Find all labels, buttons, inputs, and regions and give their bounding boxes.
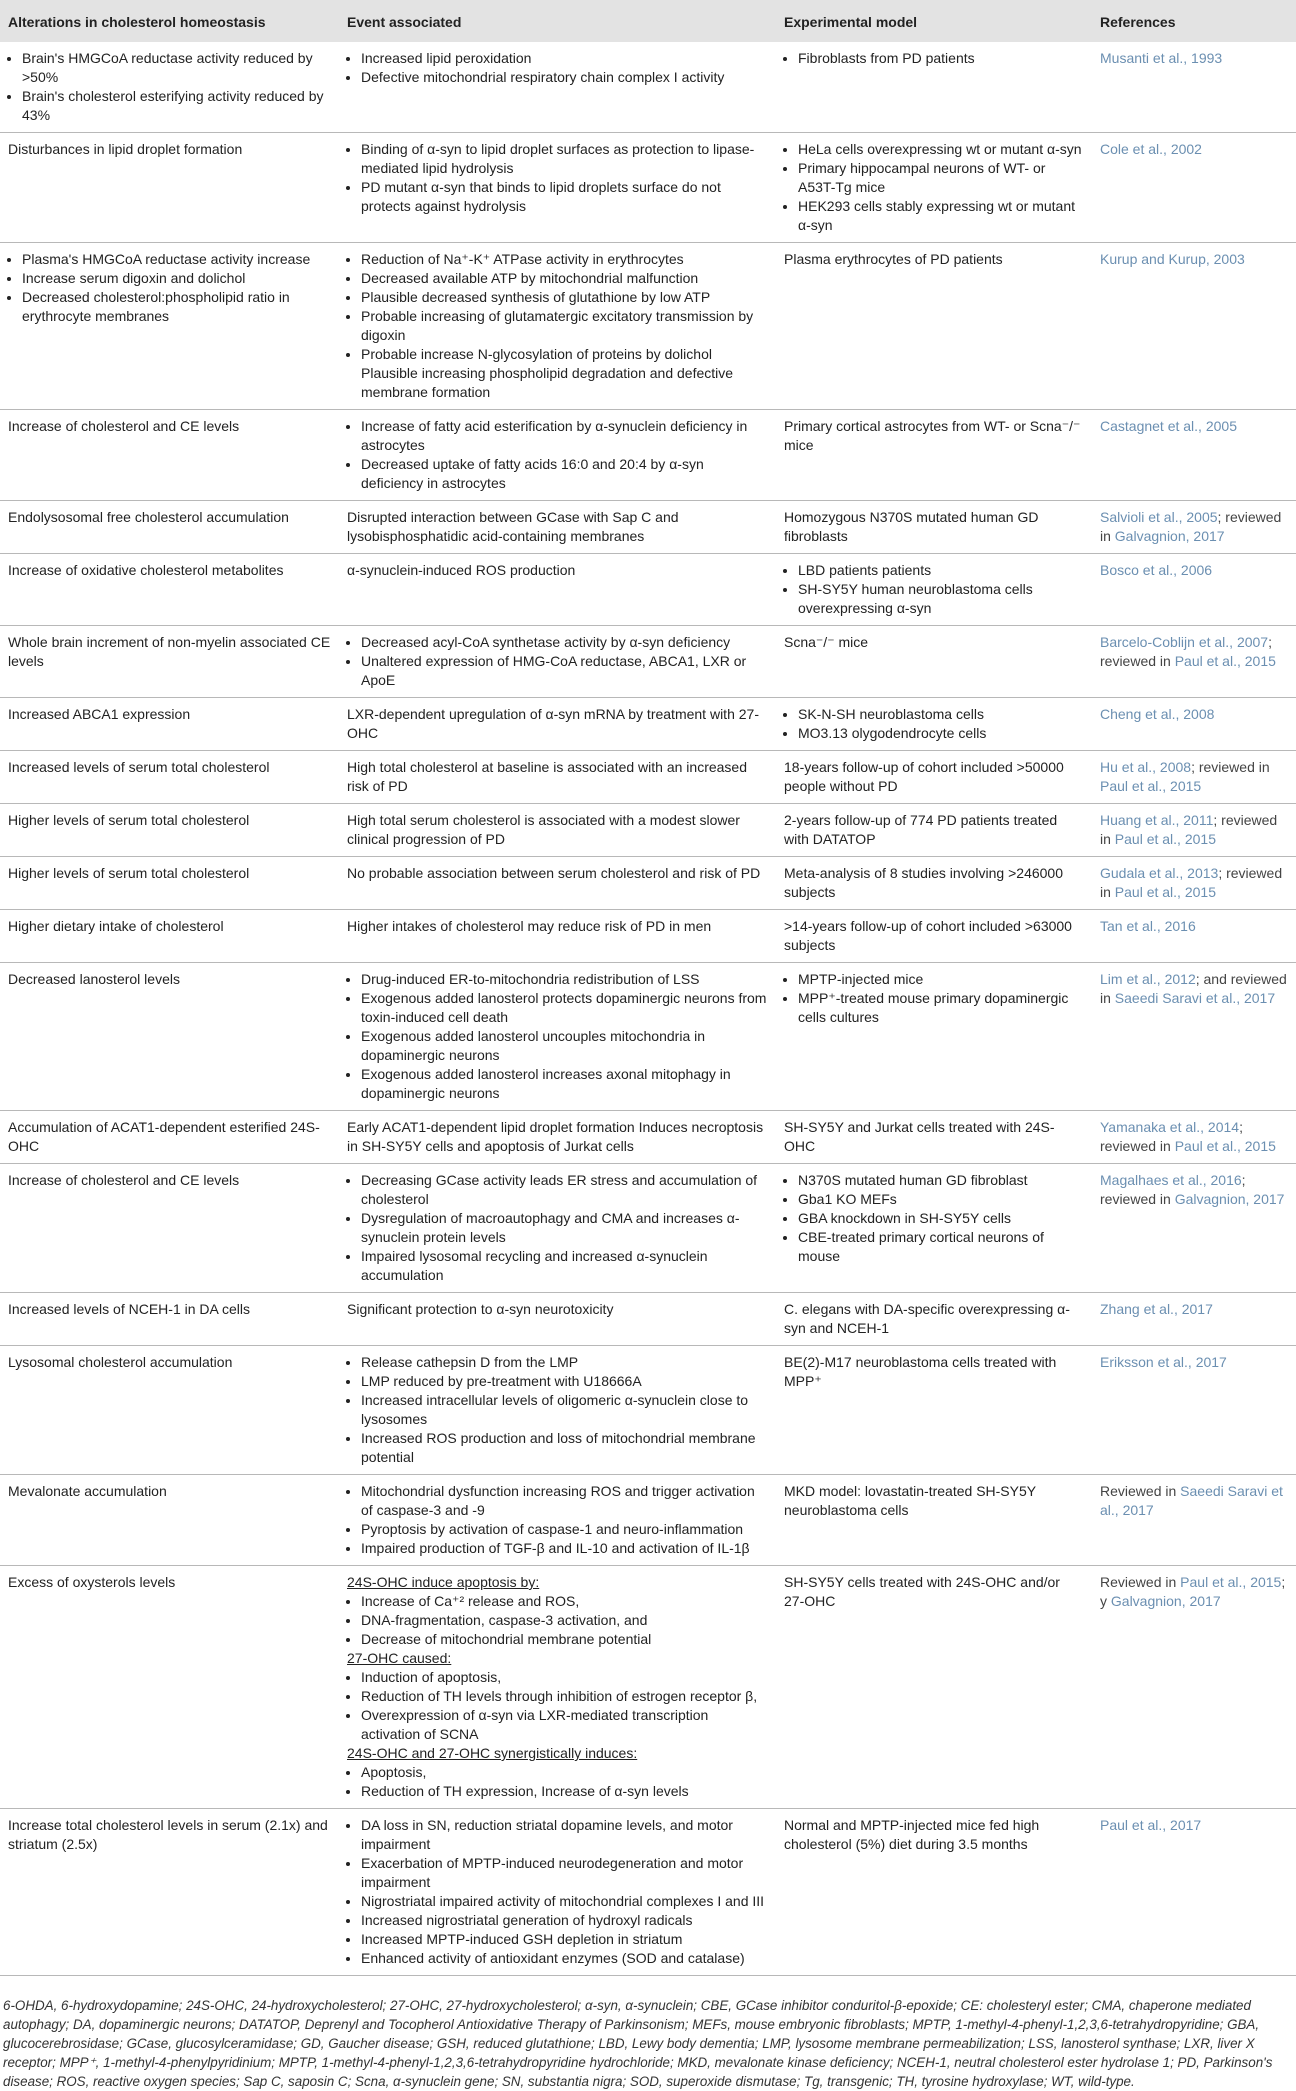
model-item: Scna⁻/⁻ mice xyxy=(784,634,869,650)
table-row xyxy=(0,501,1296,554)
table-row xyxy=(0,698,1296,751)
reference-cell xyxy=(1092,1111,1296,1164)
reference-link: Yamanaka et al., 2014 xyxy=(1100,1119,1240,1135)
event-section-list xyxy=(347,1668,768,1744)
event-item: • Nigrostriatal impaired activity of mitochondrial complexes I and III xyxy=(361,1892,768,1911)
reference-text: ; reviewed in xyxy=(1100,634,1272,669)
alteration-item: Increased levels of NCEH-1 in DA cells xyxy=(8,1301,250,1317)
model-cell xyxy=(776,698,1092,751)
alteration-cell xyxy=(0,1111,339,1164)
reference-text: ; reviewed in xyxy=(1191,759,1270,775)
event-item: • Decreased available ATP by mitochondrial malfunction xyxy=(361,269,768,288)
event-item-list xyxy=(347,140,768,216)
event-item: • Binding of α-syn to lipid droplet surfaces as protection to lipase-mediated lipid hydrolysis xyxy=(361,140,768,178)
model-item: • LBD patients patients xyxy=(798,561,1084,580)
event-section-list xyxy=(347,1763,768,1801)
header-row xyxy=(0,0,1296,42)
header-references: References xyxy=(1092,0,1296,42)
event-item: • Impaired lysosomal recycling and increased α-synuclein accumulation xyxy=(361,1247,768,1285)
table-row xyxy=(0,910,1296,963)
model-cell xyxy=(776,1164,1092,1293)
alteration-item: Endolysosomal free cholesterol accumulation xyxy=(8,509,289,525)
event-item: LXR-dependent upregulation of α-syn mRNA by treatment with 27-OHC xyxy=(347,706,759,741)
alteration-item: • Brain's cholesterol esterifying activity reduced by 43% xyxy=(22,87,331,125)
event-item: • Reduction of TH expression, Increase of α-syn levels xyxy=(361,1782,768,1801)
model-item: • Gba1 KO MEFs xyxy=(798,1190,1084,1209)
event-item: High total cholesterol at baseline is associated with an increased risk of PD xyxy=(347,759,748,794)
alteration-cell xyxy=(0,804,339,857)
reference-link: Zhang et al., 2017 xyxy=(1100,1301,1213,1317)
reference-link: Magalhaes et al., 2016 xyxy=(1100,1172,1242,1188)
model-item: • MPTP-injected mice xyxy=(798,970,1084,989)
event-item: • PD mutant α-syn that binds to lipid droplets surface do not protects against hydrolysis xyxy=(361,178,768,216)
event-item: • Exogenous added lanosterol increases axonal mitophagy in dopaminergic neurons xyxy=(361,1065,768,1103)
reference-link: Saeedi Saravi et al., 2017 xyxy=(1100,1483,1283,1518)
reference-link: Galvagnion, 2017 xyxy=(1174,1191,1285,1207)
alteration-item: Increased ABCA1 expression xyxy=(8,706,191,722)
reference-link: Paul et al., 2015 xyxy=(1114,884,1216,900)
reference-cell xyxy=(1092,1346,1296,1475)
reference-link: Huang et al., 2011 xyxy=(1100,812,1214,828)
reference-link: Cheng et al., 2008 xyxy=(1100,706,1215,722)
model-cell xyxy=(776,751,1092,804)
alteration-cell xyxy=(0,1346,339,1475)
model-item: SH-SY5Y cells treated with 24S-OHC and/or 27-OHC xyxy=(784,1574,1060,1609)
alteration-item: Decreased lanosterol levels xyxy=(8,971,180,987)
model-item: Meta-analysis of 8 studies involving >246000 subjects xyxy=(784,865,1064,900)
model-cell xyxy=(776,963,1092,1111)
model-item: Normal and MPTP-injected mice fed high cholesterol (5%) diet during 3.5 months xyxy=(784,1817,1040,1852)
event-item: • Increased ROS production and loss of mitochondrial membrane potential xyxy=(361,1429,768,1467)
alteration-cell xyxy=(0,698,339,751)
event-item: • Unaltered expression of HMG-CoA reductase, ABCA1, LXR or ApoE xyxy=(361,652,768,690)
event-item: • Pyroptosis by activation of caspase-1 and neuro-inflammation xyxy=(361,1520,768,1539)
event-cell xyxy=(339,1111,776,1164)
event-item: • Mitochondrial dysfunction increasing ROS and trigger activation of caspase-3 and -9 xyxy=(361,1482,768,1520)
table-row xyxy=(0,133,1296,243)
model-cell xyxy=(776,1293,1092,1346)
model-item: • MO3.13 olygodendrocyte cells xyxy=(798,724,1084,743)
reference-cell xyxy=(1092,501,1296,554)
event-item: • Decreased acyl-CoA synthetase activity by α-syn deficiency xyxy=(361,633,768,652)
model-item: • GBA knockdown in SH-SY5Y cells xyxy=(798,1209,1084,1228)
reference-text: ; y xyxy=(1100,1574,1286,1609)
alteration-item: Higher dietary intake of cholesterol xyxy=(8,918,224,934)
event-item-list xyxy=(347,1816,768,1968)
alteration-item: Whole brain increment of non-myelin associated CE levels xyxy=(8,634,331,669)
model-cell xyxy=(776,42,1092,133)
model-item: 2-years follow-up of 774 PD patients treated with DATATOP xyxy=(784,812,1058,847)
model-item: Primary cortical astrocytes from WT- or Scna⁻/⁻ mice xyxy=(784,418,1081,453)
model-item-list xyxy=(784,140,1084,235)
alteration-item: Increase of cholesterol and CE levels xyxy=(8,418,240,434)
header-model: Experimental model xyxy=(776,0,1092,42)
event-item: • Probable increasing of glutamatergic excitatory transmission by digoxin xyxy=(361,307,768,345)
table-row xyxy=(0,857,1296,910)
reference-link: Bosco et al., 2006 xyxy=(1100,562,1213,578)
reference-cell xyxy=(1092,1809,1296,1976)
reference-link: Gudala et al., 2013 xyxy=(1100,865,1219,881)
event-item: • Increased lipid peroxidation xyxy=(361,49,768,68)
reference-cell xyxy=(1092,804,1296,857)
reference-link: Kurup and Kurup, 2003 xyxy=(1100,251,1245,267)
event-item: • DNA-fragmentation, caspase-3 activation, and xyxy=(361,1611,768,1630)
model-cell xyxy=(776,1111,1092,1164)
model-item: BE(2)-M17 neuroblastoma cells treated with MPP⁺ xyxy=(784,1354,1057,1389)
event-item: • Induction of apoptosis, xyxy=(361,1668,768,1687)
header-alterations: Alterations in cholesterol homeostasis xyxy=(0,0,339,42)
alteration-item-list xyxy=(8,49,331,125)
model-cell xyxy=(776,910,1092,963)
event-item: • Exacerbation of MPTP-induced neurodegeneration and motor impairment xyxy=(361,1854,768,1892)
event-item: No probable association between serum cholesterol and risk of PD xyxy=(347,865,761,881)
event-item: • Decrease of mitochondrial membrane potential xyxy=(361,1630,768,1649)
alteration-cell xyxy=(0,626,339,698)
alteration-cell xyxy=(0,243,339,410)
table-body xyxy=(0,42,1296,1976)
model-item: >14-years follow-up of cohort included >63000 subjects xyxy=(784,918,1072,953)
reference-text: Reviewed in xyxy=(1100,1574,1181,1590)
alteration-cell xyxy=(0,133,339,243)
event-section-title: 24S-OHC and 27-OHC synergistically induces: xyxy=(347,1745,638,1761)
reference-link: Galvagnion, 2017 xyxy=(1110,1593,1221,1609)
model-cell xyxy=(776,804,1092,857)
event-item: • Increased nigrostriatal generation of hydroxyl radicals xyxy=(361,1911,768,1930)
model-item-list xyxy=(784,49,1084,68)
table-row xyxy=(0,1346,1296,1475)
reference-link: Barcelo-Coblijn et al., 2007 xyxy=(1100,634,1269,650)
event-cell xyxy=(339,42,776,133)
event-item: Disrupted interaction between GCase with Sap C and lysobisphosphatidic acid-containing membranes xyxy=(347,509,679,544)
model-item-list xyxy=(784,705,1084,743)
reference-link: Galvagnion, 2017 xyxy=(1114,528,1225,544)
event-item-list xyxy=(347,1171,768,1285)
table-row xyxy=(0,243,1296,410)
model-item-list xyxy=(784,1171,1084,1266)
reference-cell xyxy=(1092,857,1296,910)
table-row xyxy=(0,1566,1296,1809)
reference-cell xyxy=(1092,1475,1296,1566)
model-item: Plasma erythrocytes of PD patients xyxy=(784,251,1003,267)
event-item-list xyxy=(347,49,768,87)
table-row xyxy=(0,751,1296,804)
model-cell xyxy=(776,410,1092,501)
reference-text: ; reviewed in xyxy=(1100,1119,1243,1154)
alteration-cell xyxy=(0,501,339,554)
reference-link: Castagnet et al., 2005 xyxy=(1100,418,1237,434)
event-section-title: 27-OHC caused: xyxy=(347,1650,452,1666)
event-cell xyxy=(339,910,776,963)
event-item: • Defective mitochondrial respiratory chain complex I activity xyxy=(361,68,768,87)
event-cell xyxy=(339,1475,776,1566)
event-item: • Plausible decreased synthesis of glutathione by low ATP xyxy=(361,288,768,307)
alteration-cell xyxy=(0,1475,339,1566)
event-cell xyxy=(339,1164,776,1293)
reference-cell xyxy=(1092,1566,1296,1809)
event-item: • Dysregulation of macroautophagy and CMA and increases α-synuclein protein levels xyxy=(361,1209,768,1247)
model-item: C. elegans with DA-specific overexpressing α-syn and NCEH-1 xyxy=(784,1301,1070,1336)
event-section-title: 24S-OHC induce apoptosis by: xyxy=(347,1574,540,1590)
model-item: • SK-N-SH neuroblastoma cells xyxy=(798,705,1084,724)
event-cell xyxy=(339,501,776,554)
table-row xyxy=(0,410,1296,501)
model-item-list xyxy=(784,970,1084,1027)
alteration-cell xyxy=(0,963,339,1111)
event-item: α-synuclein-induced ROS production xyxy=(347,562,576,578)
alteration-item: • Brain's HMGCoA reductase activity reduced by >50% xyxy=(22,49,331,87)
table-row xyxy=(0,554,1296,626)
alteration-item: Mevalonate accumulation xyxy=(8,1483,167,1499)
table-row xyxy=(0,1164,1296,1293)
alteration-item: Disturbances in lipid droplet formation xyxy=(8,141,243,157)
event-cell xyxy=(339,1293,776,1346)
model-item: • HEK293 cells stably expressing wt or mutant α-syn xyxy=(798,197,1084,235)
alteration-cell xyxy=(0,554,339,626)
table-row xyxy=(0,804,1296,857)
model-item: • MPP⁺-treated mouse primary dopaminergic cells cultures xyxy=(798,989,1084,1027)
reference-cell xyxy=(1092,751,1296,804)
model-cell xyxy=(776,857,1092,910)
event-item: Significant protection to α-syn neurotoxicity xyxy=(347,1301,614,1317)
table-row xyxy=(0,1111,1296,1164)
alteration-item: Increase of cholesterol and CE levels xyxy=(8,1172,240,1188)
model-cell xyxy=(776,243,1092,410)
model-item: • Fibroblasts from PD patients xyxy=(798,49,1084,68)
reference-cell xyxy=(1092,626,1296,698)
model-cell xyxy=(776,1346,1092,1475)
reference-link: Paul et al., 2017 xyxy=(1100,1817,1202,1833)
event-item: • LMP reduced by pre-treatment with U18666A xyxy=(361,1372,768,1391)
alteration-item: • Increase serum digoxin and dolichol xyxy=(22,269,331,288)
reference-link: Hu et al., 2008 xyxy=(1100,759,1192,775)
alteration-cell xyxy=(0,910,339,963)
event-item: Early ACAT1-dependent lipid droplet formation Induces necroptosis in SH-SY5Y cells and apoptosis of Jurkat cells xyxy=(347,1119,764,1154)
event-cell xyxy=(339,626,776,698)
reference-cell xyxy=(1092,243,1296,410)
event-item: • Impaired production of TGF-β and IL-10 and activation of IL-1β xyxy=(361,1539,768,1558)
reference-cell xyxy=(1092,42,1296,133)
event-cell xyxy=(339,1809,776,1976)
reference-cell xyxy=(1092,910,1296,963)
event-item-list xyxy=(347,250,768,402)
model-item: Homozygous N370S mutated human GD fibroblasts xyxy=(784,509,1039,544)
model-item-list xyxy=(784,561,1084,618)
reference-link: Lim et al., 2012 xyxy=(1100,971,1196,987)
alteration-item: Increase of oxidative cholesterol metabolites xyxy=(8,562,284,578)
table-footnote: 6-OHDA, 6-hydroxydopamine; 24S-OHC, 24-hydroxycholesterol; 27-OHC, 27-hydroxycholesterol; α-syn, α-synuclein; CBE, GCase inhibitor conduritol-β-epoxide; CE: cholesteryl ester; CMA, chaperone mediated autophagy; DA, dopaminergic neurons; DATATOP, Deprenyl and Tocopherol Antioxidative Therapy of Parkinsonism; MEFs, mouse embryonic fibroblasts; MPTP, 1-methyl-4-phenyl-1,2,3,6-tetrahydropyridine; GBA, glucocerebrosidase; GCase, glucosylceramidase; GD, Gaucher disease; GSH, reduced glutathione; LBD, Lewy body dementia; LMP, lysosome membrane permeabilization; LSS, lanosterol synthase; LXR, liver X receptor; MPP⁺, 1-methyl-4-phenylpyridinium; MPTP, 1-methyl-4-phenyl-1,2,3,6-tetrahydropyridine hydrochloride; MKD, mevalonate kinase deficiency; NCEH-1, neutral cholesterol ester hydrolase 1; PD, Parkinson's disease; ROS, reactive oxygen species; Sap C, saposin C; Scna, α-synuclein gene; SN, substantia nigra; SOD, superoxide dismutase; Tg, transgenic; TH, tyrosine hydroxylase; WT, wild-type. xyxy=(3,1998,1273,2089)
event-cell xyxy=(339,804,776,857)
event-item-list xyxy=(347,1353,768,1467)
reference-link: Paul et al., 2015 xyxy=(1174,1138,1276,1154)
event-item: Higher intakes of cholesterol may reduce risk of PD in men xyxy=(347,918,712,934)
table-row xyxy=(0,42,1296,133)
reference-link: Paul et al., 2015 xyxy=(1114,831,1216,847)
table-row xyxy=(0,1475,1296,1566)
table-row xyxy=(0,626,1296,698)
alteration-cell xyxy=(0,857,339,910)
alteration-item: Lysosomal cholesterol accumulation xyxy=(8,1354,233,1370)
model-item: SH-SY5Y and Jurkat cells treated with 24S-OHC xyxy=(784,1119,1055,1154)
model-cell xyxy=(776,1475,1092,1566)
alteration-item: Higher levels of serum total cholesterol xyxy=(8,865,250,881)
event-cell xyxy=(339,698,776,751)
event-cell xyxy=(339,554,776,626)
reference-text: ; reviewed in xyxy=(1100,509,1282,544)
reference-cell xyxy=(1092,410,1296,501)
event-item: • Probable increase N-glycosylation of proteins by dolichol Plausible increasing phospholipid degradation and defective membrane formation xyxy=(361,345,768,402)
alteration-item: Excess of oxysterols levels xyxy=(8,1574,176,1590)
reference-link: Salvioli et al., 2005 xyxy=(1100,509,1218,525)
reference-cell xyxy=(1092,963,1296,1111)
event-item: • Reduction of TH levels through inhibition of estrogen receptor β, xyxy=(361,1687,768,1706)
model-cell xyxy=(776,501,1092,554)
alteration-cell xyxy=(0,751,339,804)
alteration-item: Increase total cholesterol levels in serum (2.1x) and striatum (2.5x) xyxy=(8,1817,328,1852)
model-item: • Primary hippocampal neurons of WT- or A53T-Tg mice xyxy=(798,159,1084,197)
reference-text: Reviewed in xyxy=(1100,1483,1181,1499)
reference-link: Paul et al., 2015 xyxy=(1180,1574,1282,1590)
event-cell xyxy=(339,133,776,243)
model-item: • HeLa cells overexpressing wt or mutant α-syn xyxy=(798,140,1084,159)
model-item: • SH-SY5Y human neuroblastoma cells overexpressing α-syn xyxy=(798,580,1084,618)
event-cell xyxy=(339,857,776,910)
alteration-item: Higher levels of serum total cholesterol xyxy=(8,812,250,828)
event-item: High total serum cholesterol is associated with a modest slower clinical progression of PD xyxy=(347,812,740,847)
event-cell xyxy=(339,243,776,410)
model-cell xyxy=(776,626,1092,698)
event-cell xyxy=(339,1566,776,1809)
header-event: Event associated xyxy=(339,0,776,42)
model-cell xyxy=(776,1566,1092,1809)
alteration-item: • Plasma's HMGCoA reductase activity increase xyxy=(22,250,331,269)
reference-link: Saeedi Saravi et al., 2017 xyxy=(1114,990,1276,1006)
table-row xyxy=(0,963,1296,1111)
event-cell xyxy=(339,963,776,1111)
reference-link: Paul et al., 2015 xyxy=(1174,653,1276,669)
event-item: • Enhanced activity of antioxidant enzymes (SOD and catalase) xyxy=(361,1949,768,1968)
reference-cell xyxy=(1092,1293,1296,1346)
model-item: • N370S mutated human GD fibroblast xyxy=(798,1171,1084,1190)
model-item: MKD model: lovastatin-treated SH-SY5Y neuroblastoma cells xyxy=(784,1483,1036,1518)
event-item: • Decreasing GCase activity leads ER stress and accumulation of cholesterol xyxy=(361,1171,768,1209)
table-row xyxy=(0,1809,1296,1976)
event-item: • Overexpression of α-syn via LXR-mediated transcription activation of SCNA xyxy=(361,1706,768,1744)
reference-text: ; and reviewed in xyxy=(1100,971,1287,1006)
alteration-cell xyxy=(0,1809,339,1976)
reference-link: Tan et al., 2016 xyxy=(1100,918,1196,934)
model-item: • CBE-treated primary cortical neurons of mouse xyxy=(798,1228,1084,1266)
event-item: • Exogenous added lanosterol protects dopaminergic neurons from toxin-induced cell death xyxy=(361,989,768,1027)
event-item: • Increased MPTP-induced GSH depletion in striatum xyxy=(361,1930,768,1949)
table-row xyxy=(0,1293,1296,1346)
reference-text: ; reviewed in xyxy=(1100,812,1278,847)
reference-link: Cole et al., 2002 xyxy=(1100,141,1202,157)
alteration-cell xyxy=(0,1293,339,1346)
event-item-list xyxy=(347,417,768,493)
event-item-list xyxy=(347,970,768,1103)
alteration-cell xyxy=(0,410,339,501)
reference-cell xyxy=(1092,133,1296,243)
event-item: • Release cathepsin D from the LMP xyxy=(361,1353,768,1372)
event-item: • Increase of Ca⁺² release and ROS, xyxy=(361,1592,768,1611)
alteration-cell xyxy=(0,1566,339,1809)
event-item: • Exogenous added lanosterol uncouples mitochondria in dopaminergic neurons xyxy=(361,1027,768,1065)
event-cell xyxy=(339,410,776,501)
model-cell xyxy=(776,554,1092,626)
reference-cell xyxy=(1092,698,1296,751)
alteration-item: Accumulation of ACAT1-dependent esterified 24S-OHC xyxy=(8,1119,320,1154)
model-item: 18-years follow-up of cohort included >50000 people without PD xyxy=(784,759,1064,794)
event-cell xyxy=(339,751,776,804)
event-item: • DA loss in SN, reduction striatal dopamine levels, and motor impairment xyxy=(361,1816,768,1854)
event-cell xyxy=(339,1346,776,1475)
event-item: • Reduction of Na⁺-K⁺ ATPase activity in erythrocytes xyxy=(361,250,768,269)
event-item: • Increase of fatty acid esterification by α-synuclein deficiency in astrocytes xyxy=(361,417,768,455)
alteration-cell xyxy=(0,42,339,133)
alteration-item: Increased levels of serum total cholesterol xyxy=(8,759,270,775)
reference-cell xyxy=(1092,1164,1296,1293)
event-item: • Increased intracellular levels of oligomeric α-synuclein close to lysosomes xyxy=(361,1391,768,1429)
reference-text: ; reviewed in xyxy=(1100,1172,1246,1207)
reference-link: Paul et al., 2015 xyxy=(1100,778,1202,794)
reference-link: Eriksson et al., 2017 xyxy=(1100,1354,1227,1370)
event-item-list xyxy=(347,1482,768,1558)
event-item: • Apoptosis, xyxy=(361,1763,768,1782)
event-item: • Drug-induced ER-to-mitochondria redistribution of LSS xyxy=(361,970,768,989)
reference-text: ; reviewed in xyxy=(1100,865,1283,900)
alteration-cell xyxy=(0,1164,339,1293)
alteration-item-list xyxy=(8,250,331,326)
reference-cell xyxy=(1092,554,1296,626)
model-cell xyxy=(776,1809,1092,1976)
alteration-item: • Decreased cholesterol:phospholipid ratio in erythrocyte membranes xyxy=(22,288,331,326)
reference-link: Musanti et al., 1993 xyxy=(1100,50,1223,66)
event-section-list xyxy=(347,1592,768,1649)
event-item: • Decreased uptake of fatty acids 16:0 and 20:4 by α-syn deficiency in astrocytes xyxy=(361,455,768,493)
event-item-list xyxy=(347,633,768,690)
model-cell xyxy=(776,133,1092,243)
